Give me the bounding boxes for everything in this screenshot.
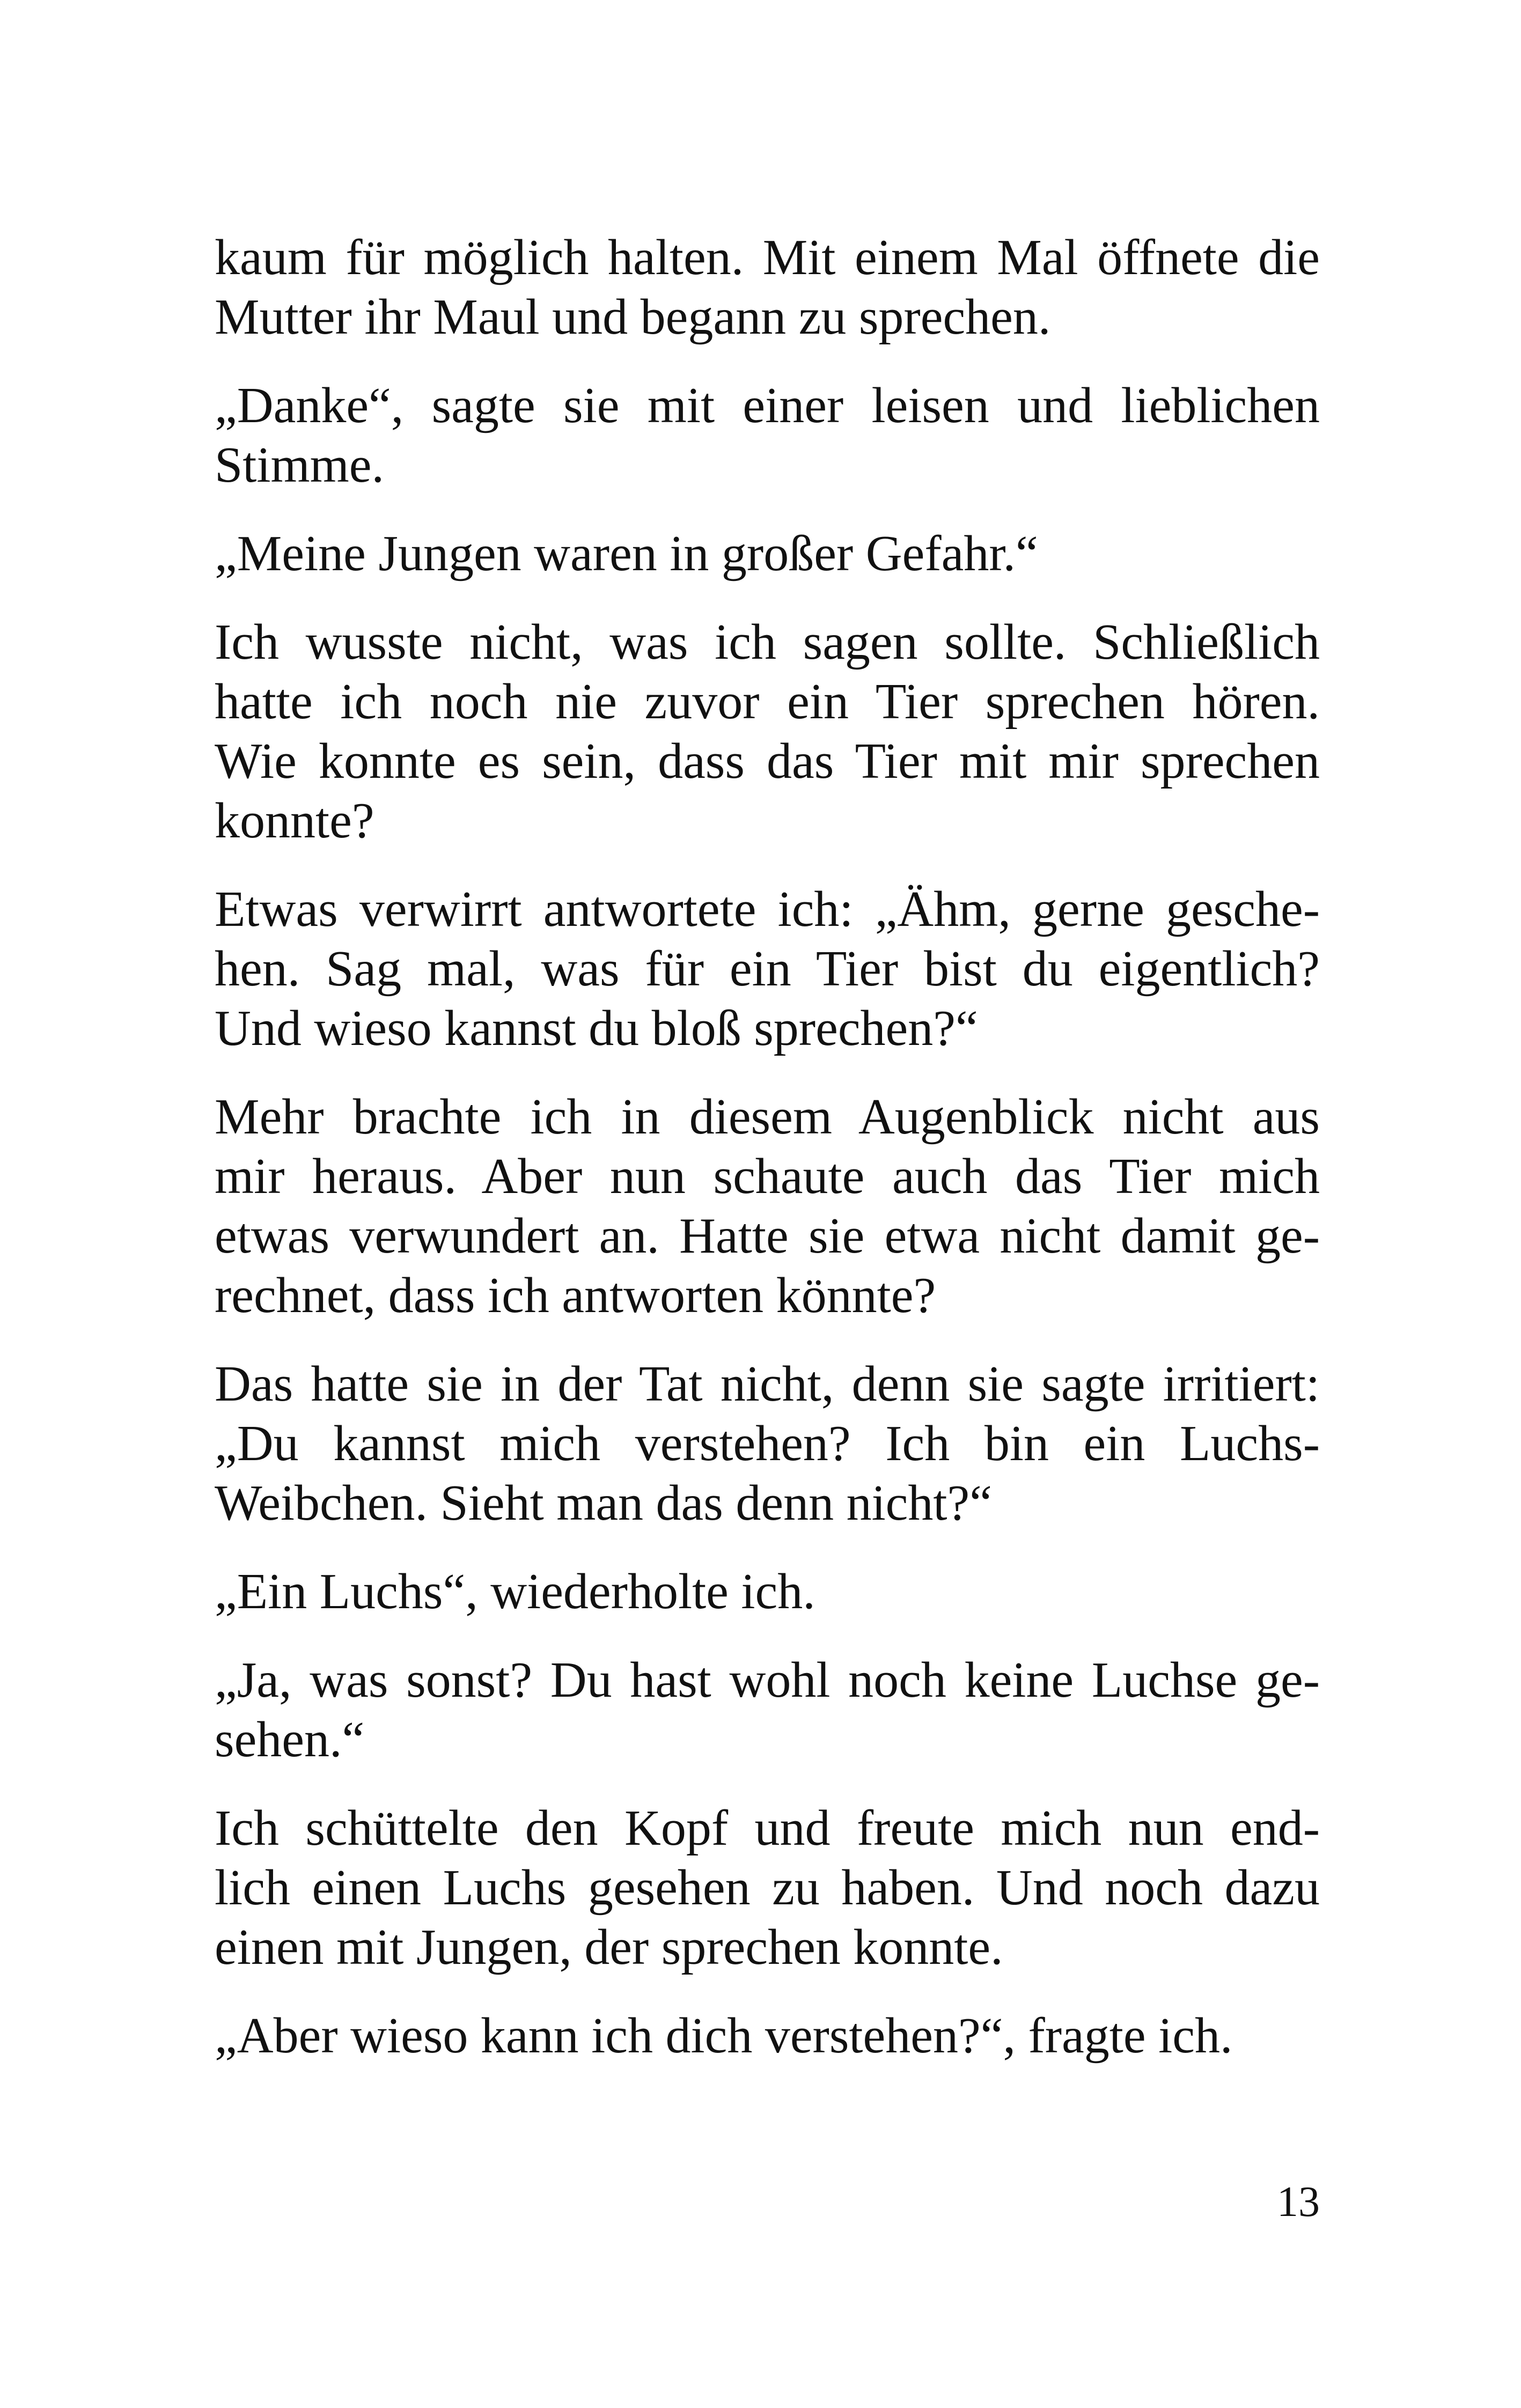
text-line: Wie konnte es sein, dass das Tier mit mir sprechen (215, 733, 1320, 789)
paragraph (215, 376, 1320, 495)
text-line: „Aber wieso kann ich dich verstehen?“, fragte ich. (215, 2008, 1233, 2064)
text-line: mir heraus. Aber nun schaute auch das Tier mich (215, 1148, 1320, 1204)
paragraph (215, 1651, 1320, 1770)
paragraph (215, 228, 1320, 347)
paragraph (215, 1087, 1320, 1325)
text-line: Und wieso kannst du bloß sprechen?“ (215, 1000, 978, 1056)
text-line: rechnet, dass ich antworten könnte? (215, 1268, 936, 1323)
text-line: Mehr brachte ich in diesem Augenblick nicht aus (215, 1089, 1320, 1145)
paragraph (215, 880, 1320, 1058)
text-line: etwas verwundert an. Hatte sie etwa nicht damit ge- (215, 1208, 1320, 1264)
text-line: „Meine Jungen waren in großer Gefahr.“ (215, 526, 1038, 581)
text-line: Das hatte sie in der Tat nicht, denn sie sagte irritiert: (215, 1356, 1320, 1412)
text-line: „Ja, was sonst? Du hast wohl noch keine Luchse ge- (215, 1652, 1320, 1708)
text-line: „Danke“, sagte sie mit einer leisen und lieblichen (215, 378, 1320, 433)
text-line: konnte? (215, 793, 374, 849)
paragraph (215, 1562, 1320, 1622)
paragraph (215, 1799, 1320, 1977)
text-line: lich einen Luchs gesehen zu haben. Und noch dazu (215, 1860, 1320, 1916)
paragraph (215, 2006, 1320, 2066)
text-line: „Du kannst mich verstehen? Ich bin ein Luchs- (215, 1416, 1320, 1471)
text-line: kaum für möglich halten. Mit einem Mal öffnete die (215, 230, 1320, 285)
text-line: Etwas verwirrt antwortete ich: „Ähm, gerne gesche- (215, 881, 1320, 937)
text-line: Mutter ihr Maul und begann zu sprechen. (215, 289, 1051, 345)
text-line: Ich wusste nicht, was ich sagen sollte. Schließlich (215, 614, 1320, 670)
text-line: Ich schüttelte den Kopf und freute mich nun end- (215, 1800, 1320, 1856)
paragraph (215, 1354, 1320, 1533)
text-line: Weibchen. Sieht man das denn nicht?“ (215, 1475, 992, 1531)
text-line: hatte ich noch nie zuvor ein Tier sprechen hören. (215, 674, 1320, 730)
paragraph (215, 613, 1320, 851)
text-line: sehen.“ (215, 1712, 365, 1768)
paragraph (215, 524, 1320, 584)
page-number: 13 (1277, 2178, 1320, 2226)
text-line: hen. Sag mal, was für ein Tier bist du eigentlich? (215, 941, 1320, 997)
text-line: einen mit Jungen, der sprechen konnte. (215, 1919, 1003, 1975)
text-line: „Ein Luchs“, wiederholte ich. (215, 1564, 815, 1619)
text-line: Stimme. (215, 437, 384, 493)
page-body (215, 228, 1320, 2066)
